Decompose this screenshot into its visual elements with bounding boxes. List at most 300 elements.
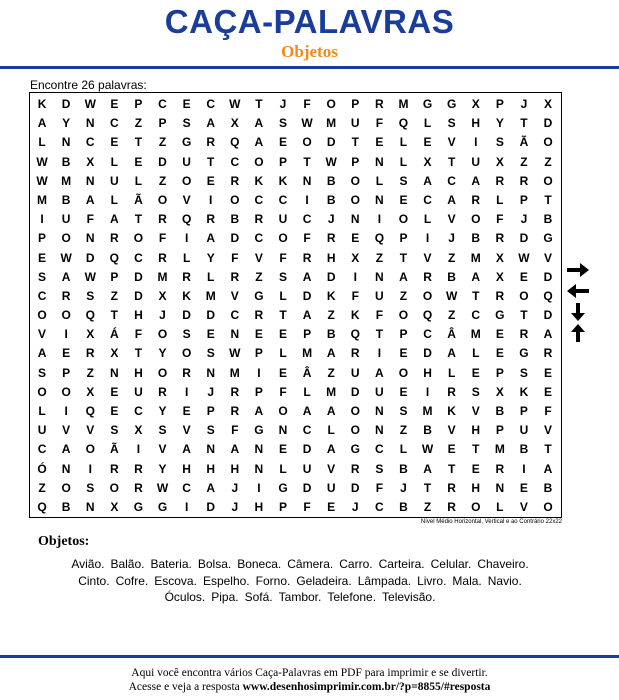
grid-letter[interactable]: A bbox=[206, 480, 216, 495]
grid-letter[interactable]: E bbox=[495, 346, 504, 361]
grid-letter[interactable]: H bbox=[471, 423, 481, 438]
grid-letter[interactable]: B bbox=[326, 327, 336, 342]
grid-letter[interactable]: R bbox=[182, 269, 191, 284]
grid-letter[interactable]: X bbox=[495, 154, 504, 169]
grid-letter[interactable]: E bbox=[62, 346, 71, 361]
grid-letter[interactable]: X bbox=[495, 250, 504, 265]
grid-letter[interactable]: R bbox=[326, 231, 336, 246]
grid-letter[interactable]: G bbox=[133, 499, 144, 514]
grid-letter[interactable]: A bbox=[109, 212, 119, 227]
grid-letter[interactable]: D bbox=[519, 231, 529, 246]
grid-letter[interactable]: B bbox=[495, 404, 505, 418]
grid-letter[interactable]: Q bbox=[422, 308, 433, 323]
grid-letter[interactable]: R bbox=[471, 192, 481, 207]
grid-letter[interactable]: N bbox=[278, 423, 288, 438]
grid-letter[interactable]: O bbox=[302, 135, 312, 150]
grid-letter[interactable]: C bbox=[423, 327, 432, 342]
grid-letter[interactable]: V bbox=[447, 423, 456, 438]
grid-letter[interactable]: R bbox=[85, 346, 95, 361]
grid-letter[interactable]: O bbox=[181, 346, 192, 361]
grid-letter[interactable]: U bbox=[350, 116, 360, 131]
grid-letter[interactable]: M bbox=[302, 346, 313, 361]
grid-letter[interactable]: Ã bbox=[109, 442, 119, 457]
grid-letter[interactable]: B bbox=[519, 442, 529, 457]
grid-letter[interactable]: C bbox=[302, 423, 312, 438]
grid-letter[interactable]: Z bbox=[447, 308, 456, 323]
grid-letter[interactable]: O bbox=[61, 231, 71, 246]
grid-letter[interactable]: D bbox=[543, 308, 553, 323]
grid-letter[interactable]: L bbox=[279, 346, 287, 361]
grid-letter[interactable]: M bbox=[37, 192, 48, 207]
grid-letter[interactable]: R bbox=[230, 173, 240, 188]
grid-letter[interactable]: P bbox=[38, 231, 47, 246]
grid-letter[interactable]: Â bbox=[447, 327, 456, 342]
grid-letter[interactable]: S bbox=[110, 423, 119, 438]
grid-letter[interactable]: A bbox=[543, 461, 553, 476]
grid-letter[interactable]: I bbox=[64, 404, 68, 418]
grid-letter[interactable]: O bbox=[471, 212, 481, 227]
grid-letter[interactable]: L bbox=[207, 269, 215, 284]
grid-letter[interactable]: B bbox=[423, 423, 432, 438]
grid-letter[interactable]: F bbox=[496, 212, 504, 227]
grid-letter[interactable]: H bbox=[471, 116, 481, 131]
grid-letter[interactable]: O bbox=[350, 423, 360, 438]
grid-letter[interactable]: N bbox=[375, 154, 384, 169]
grid-letter[interactable]: V bbox=[544, 250, 553, 265]
grid-letter[interactable]: P bbox=[303, 327, 312, 342]
grid-letter[interactable]: E bbox=[206, 173, 215, 188]
grid-letter[interactable]: S bbox=[158, 423, 167, 438]
grid-letter[interactable]: N bbox=[230, 327, 240, 342]
grid-letter[interactable]: W bbox=[84, 269, 96, 284]
grid-letter[interactable]: P bbox=[495, 365, 504, 380]
grid-letter[interactable]: D bbox=[230, 231, 240, 246]
grid-letter[interactable]: R bbox=[134, 461, 143, 476]
grid-letter[interactable]: D bbox=[302, 442, 312, 457]
grid-letter[interactable]: S bbox=[206, 423, 215, 438]
grid-letter[interactable]: P bbox=[254, 346, 263, 361]
grid-letter[interactable]: X bbox=[110, 346, 119, 361]
grid-letter[interactable]: B bbox=[230, 212, 240, 227]
grid-letter[interactable]: K bbox=[447, 404, 456, 418]
grid-letter[interactable]: M bbox=[470, 327, 481, 342]
grid-letter[interactable]: F bbox=[375, 116, 384, 131]
grid-letter[interactable]: C bbox=[230, 308, 240, 323]
grid-letter[interactable]: O bbox=[37, 308, 47, 323]
grid-letter[interactable]: C bbox=[109, 116, 119, 131]
grid-letter[interactable]: I bbox=[64, 327, 68, 342]
grid-letter[interactable]: D bbox=[134, 288, 143, 303]
grid-letter[interactable]: U bbox=[471, 154, 481, 169]
grid-letter[interactable]: G bbox=[519, 346, 529, 361]
grid-letter[interactable]: D bbox=[206, 499, 216, 514]
grid-letter[interactable]: C bbox=[206, 97, 216, 111]
grid-letter[interactable]: B bbox=[61, 192, 71, 207]
grid-letter[interactable]: K bbox=[182, 288, 191, 303]
grid-letter[interactable]: E bbox=[544, 365, 553, 380]
grid-letter[interactable]: S bbox=[399, 173, 408, 188]
grid-letter[interactable]: R bbox=[158, 212, 167, 227]
grid-letter[interactable]: L bbox=[423, 116, 432, 131]
grid-letter[interactable]: H bbox=[134, 365, 143, 380]
grid-letter[interactable]: R bbox=[375, 97, 384, 111]
grid-letter[interactable]: X bbox=[423, 154, 432, 169]
grid-letter[interactable]: R bbox=[134, 480, 143, 495]
grid-letter[interactable]: G bbox=[495, 308, 505, 323]
grid-letter[interactable]: B bbox=[399, 499, 408, 514]
grid-letter[interactable]: C bbox=[278, 192, 288, 207]
grid-letter[interactable]: Q bbox=[109, 250, 119, 265]
grid-letter[interactable]: L bbox=[496, 192, 504, 207]
grid-letter[interactable]: W bbox=[84, 97, 96, 111]
grid-letter[interactable]: O bbox=[157, 192, 168, 207]
grid-letter[interactable]: I bbox=[184, 384, 189, 399]
grid-letter[interactable]: E bbox=[495, 327, 504, 342]
grid-letter[interactable]: Y bbox=[158, 461, 167, 476]
grid-letter[interactable]: R bbox=[302, 250, 312, 265]
grid-letter[interactable]: T bbox=[375, 327, 384, 342]
grid-letter[interactable]: G bbox=[181, 135, 192, 150]
grid-letter[interactable]: Q bbox=[230, 135, 240, 150]
grid-letter[interactable]: G bbox=[422, 97, 433, 111]
grid-letter[interactable]: O bbox=[543, 499, 553, 514]
grid-letter[interactable]: U bbox=[61, 212, 71, 227]
grid-letter[interactable]: E bbox=[423, 135, 432, 150]
grid-letter[interactable]: S bbox=[495, 135, 504, 150]
grid-letter[interactable]: T bbox=[544, 442, 552, 457]
grid-letter[interactable]: N bbox=[375, 423, 384, 438]
grid-letter[interactable]: L bbox=[447, 365, 456, 380]
grid-letter[interactable]: L bbox=[496, 499, 504, 514]
grid-letter[interactable]: F bbox=[134, 327, 143, 342]
grid-letter[interactable]: E bbox=[351, 231, 360, 246]
grid-letter[interactable]: S bbox=[206, 346, 215, 361]
grid-letter[interactable]: Z bbox=[110, 288, 118, 303]
grid-letter[interactable]: L bbox=[399, 135, 408, 150]
grid-letter[interactable]: U bbox=[326, 480, 336, 495]
grid-letter[interactable]: N bbox=[375, 404, 384, 418]
grid-letter[interactable]: D bbox=[543, 116, 553, 131]
grid-letter[interactable]: H bbox=[134, 308, 143, 323]
grid-letter[interactable]: M bbox=[470, 250, 481, 265]
grid-letter[interactable]: V bbox=[519, 499, 528, 514]
grid-letter[interactable]: R bbox=[543, 346, 553, 361]
grid-letter[interactable]: R bbox=[350, 461, 360, 476]
grid-letter[interactable]: Z bbox=[423, 499, 432, 514]
grid-letter[interactable]: Q bbox=[374, 231, 385, 246]
grid-letter[interactable]: A bbox=[206, 231, 216, 246]
grid-letter[interactable]: Â bbox=[302, 365, 312, 380]
grid-letter[interactable]: N bbox=[375, 269, 384, 284]
grid-letter[interactable]: R bbox=[495, 288, 505, 303]
grid-letter[interactable]: C bbox=[375, 499, 384, 514]
grid-letter[interactable]: X bbox=[471, 97, 480, 111]
grid-letter[interactable]: Q bbox=[543, 288, 553, 303]
grid-letter[interactable]: K bbox=[37, 97, 47, 111]
grid-letter[interactable]: J bbox=[327, 212, 335, 227]
grid-letter[interactable]: Z bbox=[86, 365, 94, 380]
grid-letter[interactable]: I bbox=[522, 461, 526, 476]
grid-letter[interactable]: T bbox=[447, 154, 456, 169]
grid-letter[interactable]: G bbox=[254, 288, 264, 303]
grid-letter[interactable]: R bbox=[495, 461, 505, 476]
grid-letter[interactable]: T bbox=[110, 308, 118, 323]
grid-letter[interactable]: L bbox=[375, 173, 384, 188]
grid-letter[interactable]: P bbox=[495, 97, 504, 111]
grid-letter[interactable]: Z bbox=[520, 154, 528, 169]
grid-letter[interactable]: Z bbox=[399, 288, 408, 303]
grid-letter[interactable]: M bbox=[422, 404, 433, 418]
grid-letter[interactable]: L bbox=[279, 288, 287, 303]
grid-letter[interactable]: A bbox=[399, 269, 408, 284]
grid-letter[interactable]: W bbox=[445, 288, 458, 303]
grid-letter[interactable]: O bbox=[398, 212, 409, 227]
grid-letter[interactable]: T bbox=[472, 442, 480, 457]
grid-letter[interactable]: F bbox=[544, 404, 552, 418]
grid-letter[interactable]: H bbox=[182, 461, 191, 476]
grid-letter[interactable]: W bbox=[36, 154, 48, 169]
grid-letter[interactable]: W bbox=[301, 116, 313, 131]
grid-letter[interactable]: X bbox=[110, 499, 119, 514]
grid-letter[interactable]: O bbox=[230, 192, 240, 207]
grid-letter[interactable]: D bbox=[206, 308, 216, 323]
grid-letter[interactable]: Q bbox=[398, 116, 409, 131]
grid-letter[interactable]: B bbox=[543, 212, 553, 227]
grid-letter[interactable]: V bbox=[447, 135, 456, 150]
grid-letter[interactable]: R bbox=[495, 231, 505, 246]
grid-letter[interactable]: C bbox=[85, 135, 95, 150]
grid-letter[interactable]: P bbox=[110, 269, 119, 284]
grid-letter[interactable]: V bbox=[158, 442, 167, 457]
grid-letter[interactable]: N bbox=[302, 173, 312, 188]
grid-letter[interactable]: A bbox=[37, 116, 47, 131]
grid-letter[interactable]: Z bbox=[134, 116, 143, 131]
grid-letter[interactable]: S bbox=[399, 404, 408, 418]
grid-letter[interactable]: V bbox=[423, 250, 432, 265]
grid-letter[interactable]: X bbox=[86, 384, 95, 399]
grid-letter[interactable]: V bbox=[327, 461, 336, 476]
grid-letter[interactable]: Z bbox=[327, 365, 335, 380]
grid-letter[interactable]: D bbox=[182, 308, 191, 323]
grid-letter[interactable]: C bbox=[254, 192, 264, 207]
grid-letter[interactable]: Y bbox=[158, 346, 167, 361]
grid-letter[interactable]: T bbox=[351, 135, 359, 150]
grid-letter[interactable]: E bbox=[110, 404, 119, 418]
grid-letter[interactable]: O bbox=[61, 480, 71, 495]
grid-letter[interactable]: R bbox=[519, 327, 529, 342]
grid-letter[interactable]: F bbox=[375, 308, 384, 323]
grid-letter[interactable]: N bbox=[85, 173, 95, 188]
grid-letter[interactable]: N bbox=[350, 212, 360, 227]
grid-letter[interactable]: G bbox=[350, 442, 360, 457]
grid-letter[interactable]: F bbox=[279, 384, 287, 399]
grid-letter[interactable]: T bbox=[544, 192, 552, 207]
grid-letter[interactable]: R bbox=[158, 250, 167, 265]
grid-letter[interactable]: P bbox=[519, 404, 528, 418]
grid-letter[interactable]: I bbox=[377, 212, 382, 227]
grid-letter[interactable]: I bbox=[353, 269, 357, 284]
grid-letter[interactable]: N bbox=[109, 365, 119, 380]
grid-letter[interactable]: M bbox=[326, 384, 337, 399]
grid-letter[interactable]: T bbox=[423, 480, 432, 495]
grid-letter[interactable]: H bbox=[206, 461, 216, 476]
grid-letter[interactable]: W bbox=[60, 250, 72, 265]
grid-letter[interactable]: J bbox=[448, 231, 455, 246]
grid-letter[interactable]: N bbox=[85, 116, 95, 131]
grid-letter[interactable]: I bbox=[184, 499, 189, 514]
grid-letter[interactable]: Z bbox=[375, 250, 384, 265]
grid-letter[interactable]: V bbox=[182, 192, 191, 207]
grid-letter[interactable]: Ã bbox=[134, 192, 143, 207]
grid-letter[interactable]: O bbox=[37, 384, 47, 399]
grid-letter[interactable]: S bbox=[375, 461, 384, 476]
grid-letter[interactable]: E bbox=[327, 499, 336, 514]
grid-letter[interactable]: B bbox=[61, 499, 71, 514]
grid-letter[interactable]: A bbox=[302, 308, 312, 323]
grid-letter[interactable]: O bbox=[278, 404, 288, 418]
grid-letter[interactable]: A bbox=[254, 116, 264, 131]
grid-letter[interactable]: A bbox=[447, 346, 456, 361]
grid-letter[interactable]: C bbox=[447, 173, 456, 188]
grid-letter[interactable]: A bbox=[471, 269, 481, 284]
grid-letter[interactable]: A bbox=[326, 442, 336, 457]
grid-letter[interactable]: E bbox=[278, 327, 287, 342]
grid-letter[interactable]: Y bbox=[206, 250, 215, 265]
grid-letter[interactable]: R bbox=[447, 384, 456, 399]
grid-letter[interactable]: O bbox=[398, 365, 409, 380]
grid-letter[interactable]: A bbox=[37, 346, 47, 361]
grid-letter[interactable]: G bbox=[543, 231, 553, 246]
grid-letter[interactable]: V bbox=[230, 288, 239, 303]
grid-letter[interactable]: E bbox=[182, 404, 191, 418]
grid-letter[interactable]: P bbox=[278, 499, 287, 514]
grid-letter[interactable]: A bbox=[230, 442, 240, 457]
grid-letter[interactable]: L bbox=[182, 250, 191, 265]
grid-letter[interactable]: X bbox=[134, 423, 143, 438]
grid-letter[interactable]: P bbox=[206, 404, 215, 418]
grid-letter[interactable]: D bbox=[158, 154, 167, 169]
grid-letter[interactable]: C bbox=[37, 288, 47, 303]
grid-letter[interactable]: C bbox=[37, 442, 47, 457]
grid-letter[interactable]: F bbox=[158, 231, 167, 246]
grid-letter[interactable]: I bbox=[40, 212, 44, 227]
grid-letter[interactable]: Q bbox=[37, 499, 47, 514]
grid-letter[interactable]: V bbox=[86, 423, 95, 438]
grid-letter[interactable]: R bbox=[182, 365, 191, 380]
grid-letter[interactable]: H bbox=[471, 480, 481, 495]
grid-letter[interactable]: O bbox=[350, 192, 360, 207]
grid-letter[interactable]: W bbox=[36, 173, 48, 188]
grid-letter[interactable]: J bbox=[159, 308, 166, 323]
grid-letter[interactable]: G bbox=[446, 97, 457, 111]
grid-letter[interactable]: B bbox=[326, 173, 336, 188]
grid-letter[interactable]: A bbox=[375, 365, 384, 380]
grid-letter[interactable]: E bbox=[399, 192, 408, 207]
grid-letter[interactable]: Ã bbox=[519, 135, 529, 150]
grid-letter[interactable]: I bbox=[474, 135, 478, 150]
grid-letter[interactable]: F bbox=[279, 250, 287, 265]
grid-letter[interactable]: R bbox=[254, 308, 264, 323]
grid-letter[interactable]: S bbox=[278, 269, 287, 284]
grid-letter[interactable]: X bbox=[351, 250, 360, 265]
grid-letter[interactable]: O bbox=[519, 288, 529, 303]
grid-letter[interactable]: Z bbox=[38, 480, 46, 495]
grid-letter[interactable]: E bbox=[278, 365, 287, 380]
grid-letter[interactable]: L bbox=[134, 173, 143, 188]
grid-letter[interactable]: V bbox=[254, 250, 263, 265]
grid-letter[interactable]: E bbox=[519, 480, 528, 495]
grid-letter[interactable]: S bbox=[278, 116, 287, 131]
grid-letter[interactable]: R bbox=[254, 212, 264, 227]
grid-letter[interactable]: I bbox=[257, 480, 261, 495]
grid-letter[interactable]: D bbox=[134, 269, 143, 284]
grid-letter[interactable]: D bbox=[302, 288, 312, 303]
grid-letter[interactable]: H bbox=[230, 461, 240, 476]
grid-letter[interactable]: Ó bbox=[37, 461, 47, 476]
grid-letter[interactable]: J bbox=[279, 97, 287, 111]
grid-letter[interactable]: N bbox=[85, 231, 95, 246]
grid-letter[interactable]: J bbox=[400, 480, 407, 495]
grid-letter[interactable]: Z bbox=[158, 173, 167, 188]
grid-letter[interactable]: O bbox=[543, 173, 553, 188]
grid-letter[interactable]: E bbox=[206, 327, 215, 342]
grid-letter[interactable]: T bbox=[399, 250, 408, 265]
grid-letter[interactable]: O bbox=[109, 480, 119, 495]
grid-letter[interactable]: R bbox=[206, 135, 216, 150]
grid-letter[interactable]: T bbox=[520, 116, 528, 131]
grid-letter[interactable]: S bbox=[86, 480, 95, 495]
grid-letter[interactable]: B bbox=[61, 154, 71, 169]
grid-letter[interactable]: E bbox=[110, 97, 119, 111]
grid-letter[interactable]: X bbox=[158, 288, 167, 303]
grid-letter[interactable]: Z bbox=[544, 154, 552, 169]
grid-letter[interactable]: O bbox=[350, 404, 360, 418]
grid-letter[interactable]: I bbox=[136, 442, 141, 457]
grid-letter[interactable]: S bbox=[86, 288, 95, 303]
grid-letter[interactable]: L bbox=[327, 423, 335, 438]
grid-letter[interactable]: P bbox=[351, 154, 360, 169]
grid-letter[interactable]: S bbox=[519, 365, 528, 380]
grid-letter[interactable]: A bbox=[471, 173, 481, 188]
grid-letter[interactable]: U bbox=[182, 154, 191, 169]
grid-letter[interactable]: D bbox=[326, 269, 336, 284]
grid-letter[interactable]: S bbox=[38, 269, 47, 284]
grid-letter[interactable]: A bbox=[326, 346, 336, 361]
grid-letter[interactable]: Á bbox=[109, 327, 119, 342]
grid-letter[interactable]: U bbox=[134, 384, 143, 399]
grid-letter[interactable]: D bbox=[326, 135, 336, 150]
grid-letter[interactable]: S bbox=[182, 327, 191, 342]
grid-letter[interactable]: A bbox=[326, 404, 336, 418]
grid-letter[interactable]: K bbox=[254, 173, 264, 188]
grid-letter[interactable]: V bbox=[544, 423, 553, 438]
grid-letter[interactable]: N bbox=[495, 480, 505, 495]
grid-letter[interactable]: E bbox=[375, 135, 384, 150]
grid-letter[interactable]: L bbox=[110, 154, 118, 169]
grid-letter[interactable]: V bbox=[182, 423, 191, 438]
grid-letter[interactable]: N bbox=[85, 499, 95, 514]
grid-letter[interactable]: P bbox=[399, 327, 408, 342]
grid-letter[interactable]: R bbox=[447, 499, 456, 514]
grid-letter[interactable]: G bbox=[157, 499, 168, 514]
grid-letter[interactable]: N bbox=[254, 442, 264, 457]
grid-letter[interactable]: R bbox=[447, 480, 456, 495]
grid-letter[interactable]: R bbox=[109, 461, 119, 476]
grid-letter[interactable]: D bbox=[61, 97, 71, 111]
grid-letter[interactable]: P bbox=[519, 192, 528, 207]
grid-letter[interactable]: R bbox=[350, 346, 360, 361]
grid-letter[interactable]: J bbox=[520, 212, 528, 227]
